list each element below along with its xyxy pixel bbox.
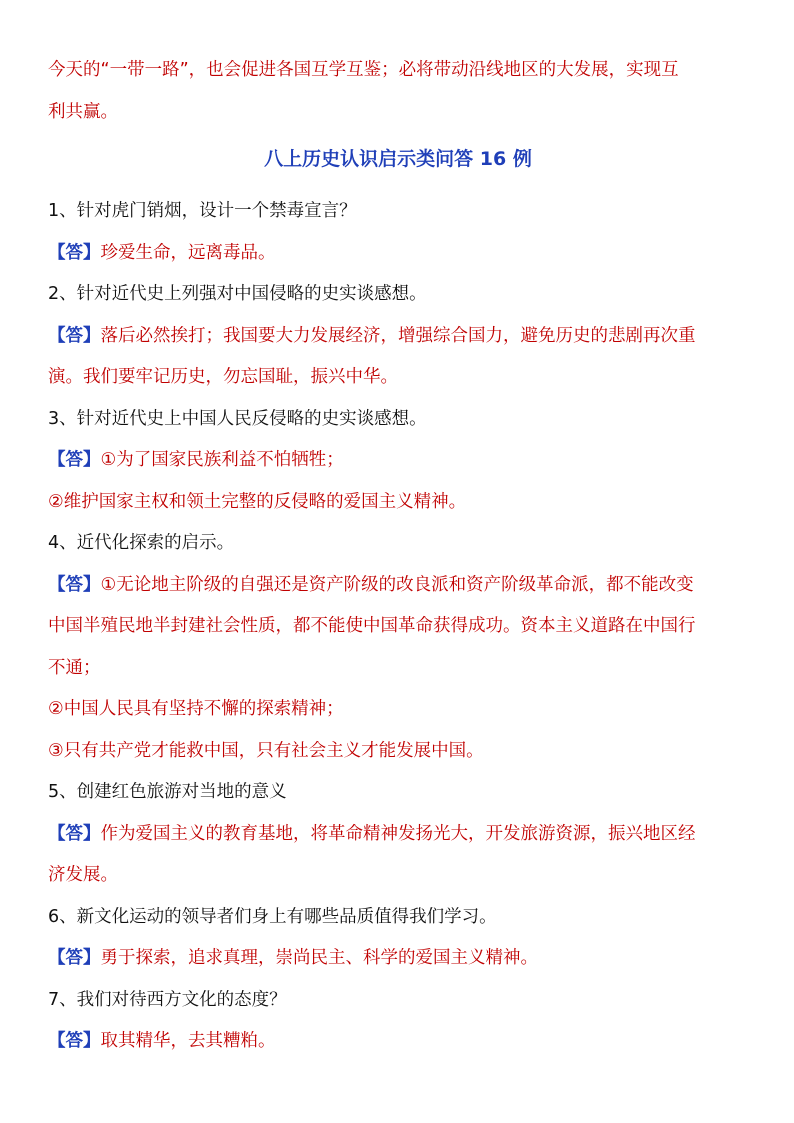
answer-text: ①无论地主阶级的自强还是资产阶级的改良派和资产阶级革命派，都不能改变 xyxy=(100,574,694,595)
answer-text: 勇于探索，追求真理，崇尚民主、科学的爱国主义精神。 xyxy=(100,948,538,968)
question-7: 7、我们对待西方文化的态度？ xyxy=(48,989,287,1010)
answer-text: 落后必然挨打；我国要大力发展经济，增强综合国力，避免历史的悲剧再次重 xyxy=(100,325,696,346)
answer-text: ①为了国家民族利益不怕牺牲； xyxy=(100,450,344,470)
question-3: 3、针对近代史上中国人民反侵略的史实谈感想。 xyxy=(48,408,427,429)
answer-3-line-2: ②维护国家主权和领土完整的反侵略的爱国主义精神。 xyxy=(48,491,467,512)
question-5: 5、创建红色旅游对当地的意义 xyxy=(48,782,287,802)
document-page xyxy=(48,50,748,1063)
answer-1-line-1 xyxy=(48,233,748,275)
answer-2-line-1 xyxy=(48,316,748,358)
answer-4-line-1 xyxy=(48,565,748,607)
question-2: 2、针对近代史上列强对中国侵略的史实谈感想。 xyxy=(48,284,427,304)
answer-3-line-1 xyxy=(48,440,748,482)
answer-tag: 【答】 xyxy=(48,948,101,968)
answer-tag: 【答】 xyxy=(48,1031,101,1051)
answer-5-line-2: 济发展。 xyxy=(48,865,118,885)
section-title: 八上历史认识启示类问答 16 例 xyxy=(264,148,532,170)
question-4: 4、近代化探索的启示。 xyxy=(48,533,235,553)
answer-tag: 【答】 xyxy=(48,450,101,470)
answer-tag: 【答】 xyxy=(48,325,101,346)
answer-4-line-2: 中国半殖民地半封建社会性质，都不能使中国革命获得成功。资本主义道路在中国行 xyxy=(48,616,696,636)
answer-7-line-1 xyxy=(48,1021,748,1063)
answer-tag: 【答】 xyxy=(48,574,101,595)
answer-6-line-1 xyxy=(48,938,748,980)
answer-text: 珍爱生命，远离毒品。 xyxy=(100,242,276,263)
intro-line-1: 今天的“一带一路”，也会促进各国互学互鉴；必将带动沿线地区的大发展，实现互 xyxy=(48,60,679,80)
intro-line-2: 利共赢。 xyxy=(48,101,118,122)
answer-5-line-1 xyxy=(48,814,748,856)
answer-4-line-5: ③只有共产党才能救中国，只有社会主义才能发展中国。 xyxy=(48,740,484,761)
answer-tag: 【答】 xyxy=(48,242,101,263)
answer-tag: 【答】 xyxy=(48,823,101,844)
answer-text: 取其精华，去其糟粕。 xyxy=(100,1031,276,1051)
question-6: 6、新文化运动的领导者们身上有哪些品质值得我们学习。 xyxy=(48,906,497,927)
answer-text: 作为爱国主义的教育基地，将革命精神发扬光大，开发旅游资源，振兴地区经 xyxy=(100,823,696,844)
answer-2-line-2: 演。我们要牢记历史，勿忘国耻，振兴中华。 xyxy=(48,367,398,387)
answer-4-line-3: 不通； xyxy=(48,657,101,678)
answer-4-line-4: ②中国人民具有坚持不懈的探索精神； xyxy=(48,699,344,719)
question-1: 1、针对虎门销烟，设计一个禁毒宣言？ xyxy=(48,201,357,221)
